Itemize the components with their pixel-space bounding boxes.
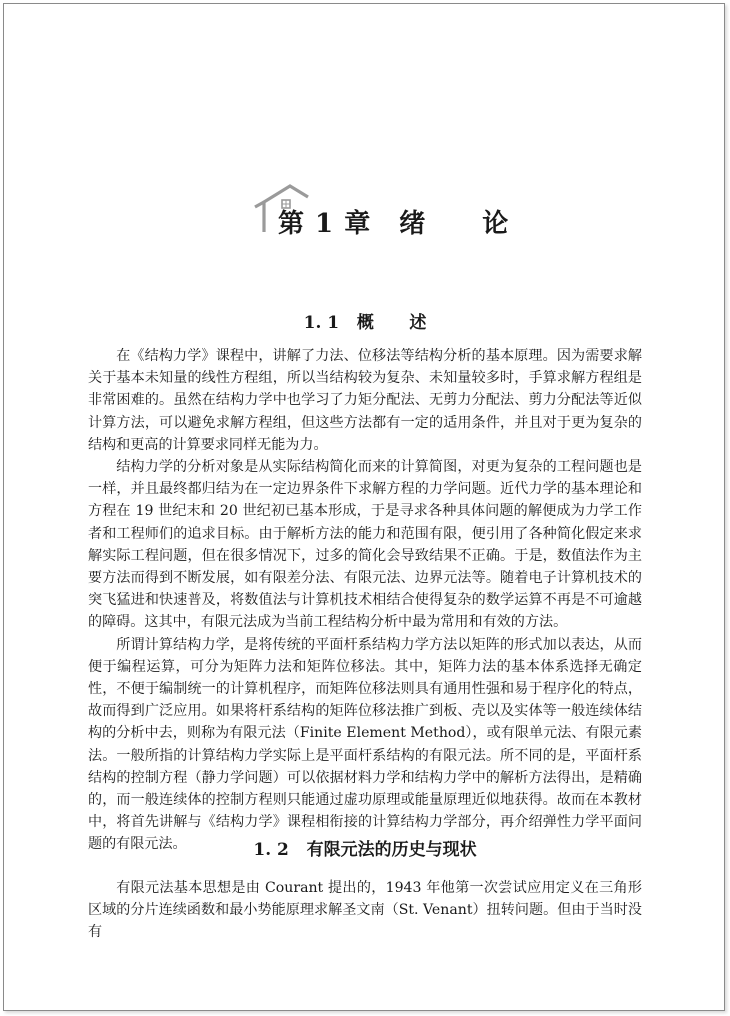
- chapter-name-right: 论: [482, 209, 510, 239]
- section-1-2-title: 1. 2 有限元法的历史与现状: [253, 840, 477, 860]
- section-1-2-body: [88, 877, 642, 944]
- paragraph: 有限元法基本思想是由 Courant 提出的，1943 年他第一次尝试应用定义在三角形区域的分片连续函数和最小势能原理求解圣文南（St. Venant）扭转问题。但由于当时没有: [88, 880, 642, 941]
- chapter-name-left: 绪: [399, 209, 427, 239]
- paragraph: 在《结构力学》课程中，讲解了力法、位移法等结构分析的基本原理。因为需要求解关于基本未知量的线性方程组，所以当结构较为复杂、未知量较多时，手算求解方程组是非常困难的。虽然在结构力学中也学习了力矩分配法、无剪力分配法、剪力分配法等近似计算方法，可以避免求解方程组，但这些方法都有一定的适用条件，并且对于更为复杂的结构和更高的计算要求同样无能为力。: [88, 348, 642, 453]
- chapter-heading: [248, 180, 510, 250]
- paragraph: 结构力学的分析对象是从实际结构简化而来的计算简图，对更为复杂的工程问题也是一样，并且最终都归结为在一定边界条件下求解方程的力学问题。近代力学的基本理论和方程在 19 世纪末和 20 世纪初已基本形成，于是寻求各种具体问题的解便成为力学工作者和工程师们的追求目标。由于解析方法的能力和范围有限，便引用了各种简化假定来求解实际工程问题，但在很多情况下，过多的简化会导致结果不正确。于是，数值法作为主要方法而得到不断发展，如有限差分法、有限元法、边界元法等。随着电子计算机技术的突飞猛进和快速普及，将数值法与计算机技术相结合使得复杂的数学运算不再是不可逾越的障碍。这其中，有限元法成为当前工程结构分析中最为常用和有效的方法。: [88, 459, 642, 631]
- chapter-label: 第 1 章: [278, 209, 372, 239]
- section-1-1-body: [88, 345, 642, 856]
- section-1-1-title: 1. 1 概 述: [303, 313, 427, 333]
- chapter-title: [278, 203, 509, 240]
- paragraph: 所谓计算结构力学，是将传统的平面杆系结构力学方法以矩阵的形式加以表达，从而便于编程运算，可分为矩阵力法和矩阵位移法。其中，矩阵力法的基本体系选择无确定性，不便于编制统一的计算机程序，而矩阵位移法则具有通用性强和易于程序化的特点，故而得到广泛应用。如果将杆系结构的矩阵位移法推广到板、壳以及实体等一般连续体结构的分析中去，则称为有限元法（Finite Element Method），或有限单元法、有限元素法。一般所指的计算结构力学实际上是平面杆系结构的有限元法。所不同的是，平面杆系结构的控制方程（静力学问题）可以依据材料力学和结构力学中的解析方法得出，是精确的，而一般连续体的控制方程则只能通过虚功原理或能量原理近似地获得。故而在本教材中，将首先讲解与《结构力学》课程相衔接的计算结构力学部分，再介绍弹性力学平面问题的有限元法。: [88, 636, 642, 853]
